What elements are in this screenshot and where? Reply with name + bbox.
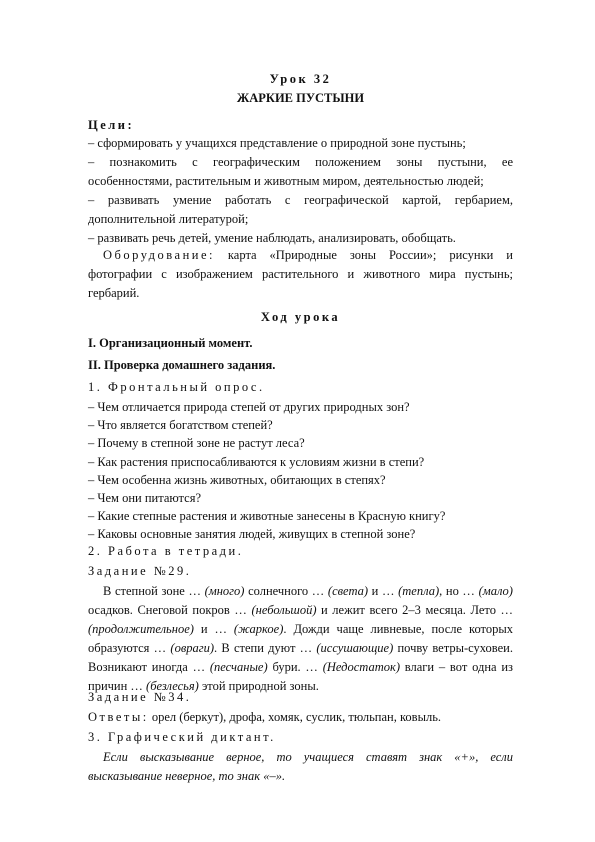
lesson-number: Урок 32 [269, 72, 332, 86]
equipment-label: Оборудование: [103, 248, 215, 262]
course-heading: Ход урока [260, 310, 341, 324]
lesson-title: ЖАРКИЕ ПУСТЫНИ [236, 91, 365, 105]
equipment-paragraph [88, 246, 513, 303]
goals-heading: Цели: [88, 118, 135, 132]
graphic-dictation-label: 3. Графический диктант. [88, 730, 276, 744]
goal-item: – развивать речь детей, умение наблюдать, анализировать, обобщать. [88, 231, 456, 245]
goals-list [88, 134, 513, 248]
question-item: – Чем отличается природа степей от других природных зон? [88, 400, 410, 414]
answers-line [88, 708, 513, 727]
question-item: – Что является богатством степей? [88, 418, 273, 433]
frontal-survey-label: 1. Фронтальный опрос. [88, 380, 265, 394]
question-item: – Чем они питаются? [88, 491, 202, 506]
notebook-work-label: 2. Работа в тетради. [88, 544, 244, 558]
goal-item: – сформировать у учащихся представление о природной зоне пустынь; [88, 136, 466, 150]
question-item: – Какие степные растения и животные занесены в Красную книгу? [88, 509, 446, 524]
answers-label: Ответы: [88, 710, 149, 724]
task-29-label: Задание №29. [88, 564, 192, 578]
answers-text: орел (беркут), дрофа, хомяк, суслик, тюльпан, ковыль. [148, 710, 442, 724]
section-homework-check: II. Проверка домашнего задания. [88, 358, 276, 372]
task-29-text: В степной зоне … (много) солнечного … (света) и … (тепла), но … (мало) осадков. Снеговой покров … (небольшой) и лежит всего 2–3 месяца. Лето … (продолжительное) и … (жаркое). Дожди чаще ливневые, после которых образуются … (овраги). В степи дуют … (иссушающие) почву ветры-суховеи. Возникают иногда … (песчаные) бури. … (Недостаток) влаги – вот одна из причин … (безлесья) этой природной зоны. [88, 584, 514, 693]
goal-item: – познакомить с географическим положением зоны пустыни, ее особенностями, растительным и животным миром, деятельностью людей; [88, 155, 513, 188]
question-item: – Чем особенна жизнь животных, обитающих в степях? [88, 472, 386, 487]
equipment-text: карта «Природные зоны России»; рисунки и фотографии с изображением растительного и животного мира пустынь; гербарий. [88, 248, 513, 300]
question-item: – Каковы основные занятия людей, живущих в степной зоне? [88, 527, 416, 542]
question-item: – Почему в степной зоне не растут леса? [88, 436, 305, 451]
task-34-label: Задание №34. [88, 690, 192, 704]
section-organizational: I. Организационный момент. [88, 336, 253, 350]
dictation-instruction: Если высказывание верное, то учащиеся ставят знак «+», если высказывание неверное, то знак «–». [88, 750, 513, 783]
goal-item: – развивать умение работать с географической картой, гербарием, дополнительной литературой; [88, 193, 513, 226]
question-item: – Как растения приспосабливаются к условиям жизни в степи? [88, 454, 425, 469]
questions-list [88, 398, 513, 544]
